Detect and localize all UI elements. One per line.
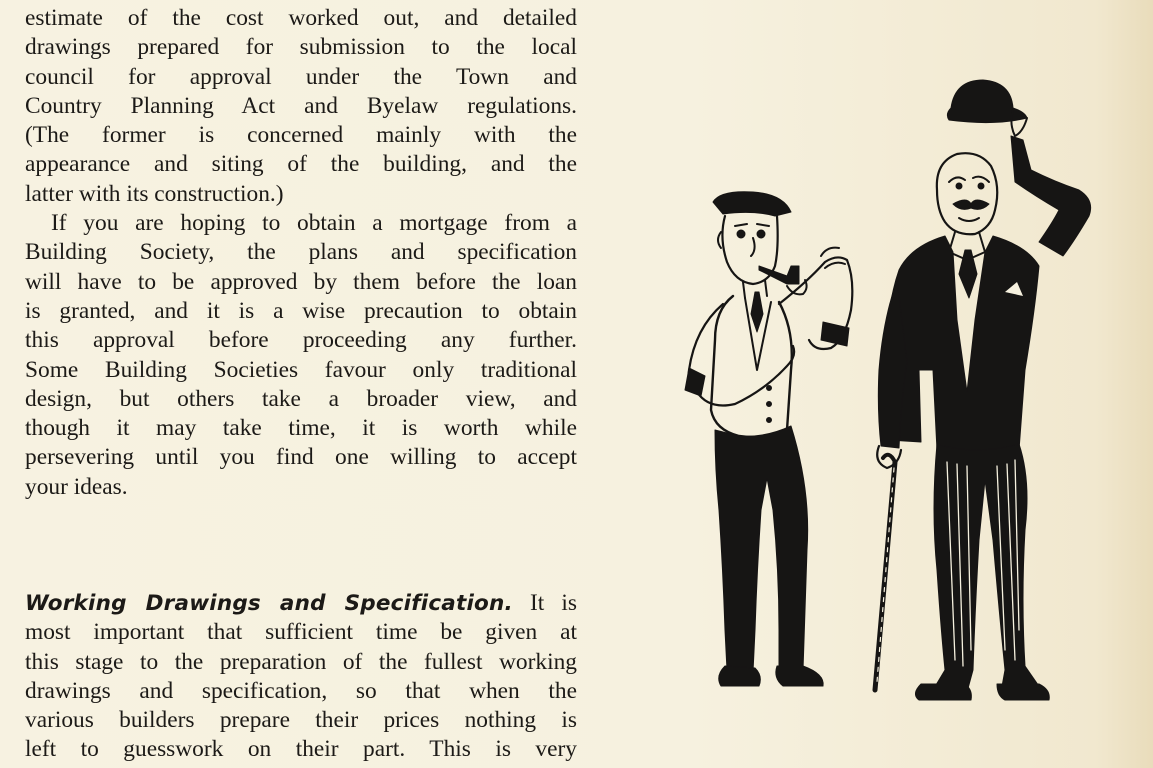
text-line: will have to be approved by them before the loan	[25, 268, 577, 295]
text-line: your ideas.	[25, 473, 128, 500]
section-heading: Working Drawings and Specification.	[25, 591, 513, 616]
text-line: this stage to the preparation of the fullest working	[25, 648, 577, 675]
worker-shoe-right	[776, 666, 823, 686]
cartoon-illustration	[675, 70, 1115, 720]
worker-trousers	[715, 426, 808, 672]
bowler-hat	[947, 80, 1027, 123]
text-line: persevering until you find one willing to accept	[25, 444, 577, 471]
flat-cap	[713, 192, 791, 216]
text-line: various builders prepare their prices nothing is	[25, 707, 577, 734]
text-line: design, but others take a broader view, and	[25, 385, 577, 412]
text-line: appearance and siting of the building, and the	[25, 151, 577, 178]
paragraph-2	[25, 209, 577, 502]
text-line: (The former is concerned mainly with the	[25, 122, 577, 149]
worker-waistcoat	[711, 296, 792, 437]
text-line: left to guesswork on their part. This is very	[25, 736, 577, 763]
section-first-line	[25, 589, 577, 618]
body-text-column	[25, 4, 577, 502]
text-line: Building Society, the plans and specification	[25, 239, 577, 266]
paragraph-1	[25, 4, 577, 209]
text-line: estimate of the cost worked out, and detailed	[25, 5, 577, 31]
text-line: is granted, and it is a wise precaution to obtain	[25, 297, 577, 324]
text-line: drawings prepared for submission to the local	[25, 34, 577, 61]
text-line: Some Building Societies favour only traditional	[25, 356, 577, 383]
two-men-cartoon	[675, 70, 1115, 720]
section-paragraph	[25, 589, 577, 765]
text-line: Country Planning Act and Byelaw regulations.	[25, 92, 577, 119]
gentleman-shoe-left	[915, 684, 971, 700]
text-line: latter with its construction.)	[25, 180, 284, 207]
gentleman-shoe-right	[997, 684, 1049, 700]
raised-arm	[1011, 136, 1091, 256]
text-line: this approval before proceeding any further.	[25, 327, 577, 354]
text-line: council for approval under the Town and	[25, 63, 577, 90]
section-heading-continuation: It is	[512, 590, 577, 616]
gentleman-head	[937, 153, 997, 234]
walking-cane	[875, 462, 895, 690]
text-line: though it may take time, it is worth while	[25, 415, 577, 442]
worker-shoe-left	[719, 666, 761, 686]
text-line: most important that sufficient time be given at	[25, 619, 577, 646]
gentleman-trousers	[933, 444, 1043, 692]
text-line: drawings and specification, so that when the	[25, 677, 577, 704]
text-line: If you are hoping to obtain a mortgage from a	[51, 210, 577, 237]
